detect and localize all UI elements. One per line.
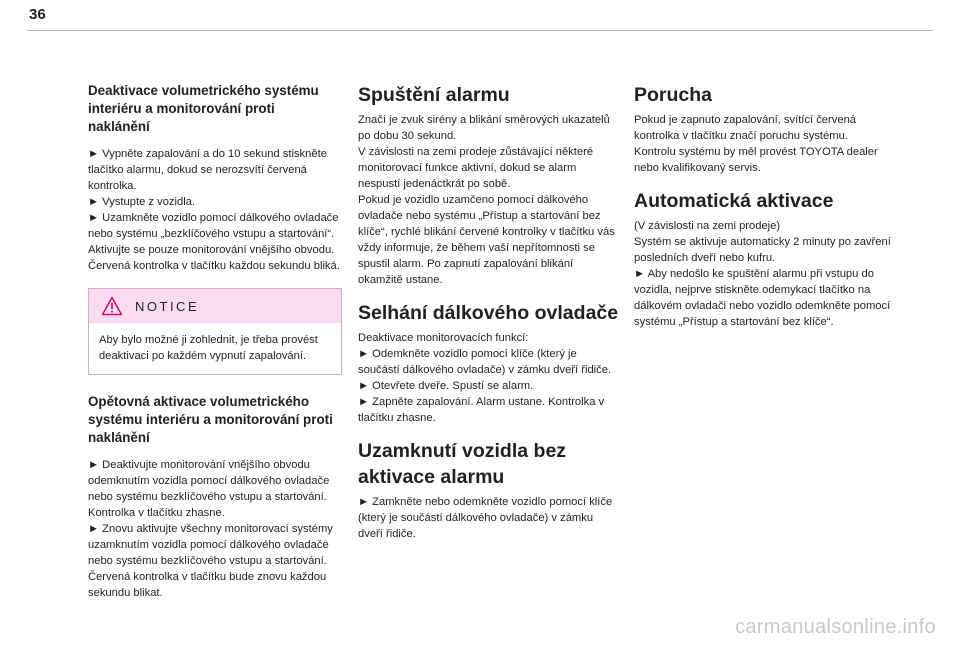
section-text-remote-failure: Deaktivace monitorovacích funkcí: ► Odemkněte vozidlo pomocí klíče (který je součástí dálkového ovladače) v zámku dveří řidiče. ► Otevřete dveře. Spustí se alarm. ► Zapněte zapalování. Alarm ustane. Kontrolka v tlačítku zhasne. <box>358 332 612 424</box>
section-text-deactivation: ► Vypněte zapalování a do 10 sekund stiskněte tlačítko alarmu, dokud se nerozsvítí červená kontrolka. ► Vystupte z vozidla. ► Uzamkněte vozidlo pomocí dálkového ovladače nebo systému „bezklíčového vstupu a startování“. Aktivujte se pouze monitorování vnějšího obvodu. Červená kontrolka v tlačítku každou sekundu bliká. <box>88 148 340 272</box>
section-text-reactivation: ► Deaktivujte monitorování vnějšího obvodu odemknutím vozidla pomocí dálkového ovladače nebo systému bezklíčového vstupu a startování. Kontrolka v tlačítku zhasne. ► Znovu aktivujte všechny monitorovací systémy uzamknutím vozidla pomocí dálkového ovladače nebo systému bezklíčového vstupu a startování. Červená kontrolka v tlačítku bude znovu každou sekundu blikat. <box>88 459 333 599</box>
left-column <box>88 82 340 601</box>
watermark: carmanualsonline.info <box>735 616 936 638</box>
notice-header <box>89 289 341 323</box>
section-heading-lock-without-alarm: Uzamknutí vozidla bez aktivace alarmu <box>358 440 567 488</box>
section-heading-auto-activation: Automatická aktivace <box>634 190 834 212</box>
warning-triangle-icon <box>101 296 123 316</box>
notice-box <box>88 288 342 375</box>
section-text-alarm-triggering: Značí je zvuk sirény a blikání směrových ukazatelů po dobu 30 sekund. V závislosti na zemi prodeje zůstávající některé monitorovací funkce aktivní, dokud se alarm nespustí jedenáctkrát po sobě. Pokud je vozidlo uzamčeno pomocí dálkového ovladače nebo systému „Přístup a startování bez klíče“, rychlé blikání červené kontrolky v tlačítku vás vždy informuje, že během vaší nepřítomnosti se spustil alarm. Po zapnutí zapalování blikání okamžitě ustane. <box>358 114 615 286</box>
section-text-fault: Pokud je zapnuto zapalování, svítící červená kontrolka v tlačítku značí poruchu systému. Kontrolu systému by měl provést TOYOTA dealer nebo kvalifikovaný servis. <box>634 114 878 174</box>
right-column <box>634 82 896 330</box>
section-heading-reactivation: Opětovná aktivace volumetrického systému interiéru a monitorování proti naklánění <box>88 394 333 445</box>
section-text-lock-without-alarm: ► Zamkněte nebo odemkněte vozidlo pomocí klíče (který je součástí dálkového ovladače) v zámku dveří řidiče. <box>358 496 613 540</box>
section-heading-fault: Porucha <box>634 84 713 106</box>
section-heading-remote-failure: Selhání dálkového ovladače <box>358 302 619 324</box>
middle-column <box>358 82 620 542</box>
section-heading-alarm-triggering: Spuštění alarmu <box>358 84 510 106</box>
notice-text: Aby bylo možné ji zohlednit, je třeba provést deaktivaci po každém vypnutí zapalování. <box>99 334 318 362</box>
section-text-auto-activation: (V závislosti na zemi prodeje) Systém se aktivuje automaticky 2 minuty po zavření posledních dveří nebo kufru. ► Aby nedošlo ke spuštění alarmu při vstupu do vozidla, nejprve stiskněte odemykací tlačítko na dálkovém ovladači nebo vozidlo odemkněte pomocí systému „Přístup a startování bez klíče“. <box>634 220 891 328</box>
notice-title: NOTICE <box>135 298 200 314</box>
page-number: 36 <box>29 6 46 23</box>
header-divider <box>27 30 933 31</box>
section-heading-deactivation: Deaktivace volumetrického systému interiéru a monitorování proti naklánění <box>88 83 319 134</box>
